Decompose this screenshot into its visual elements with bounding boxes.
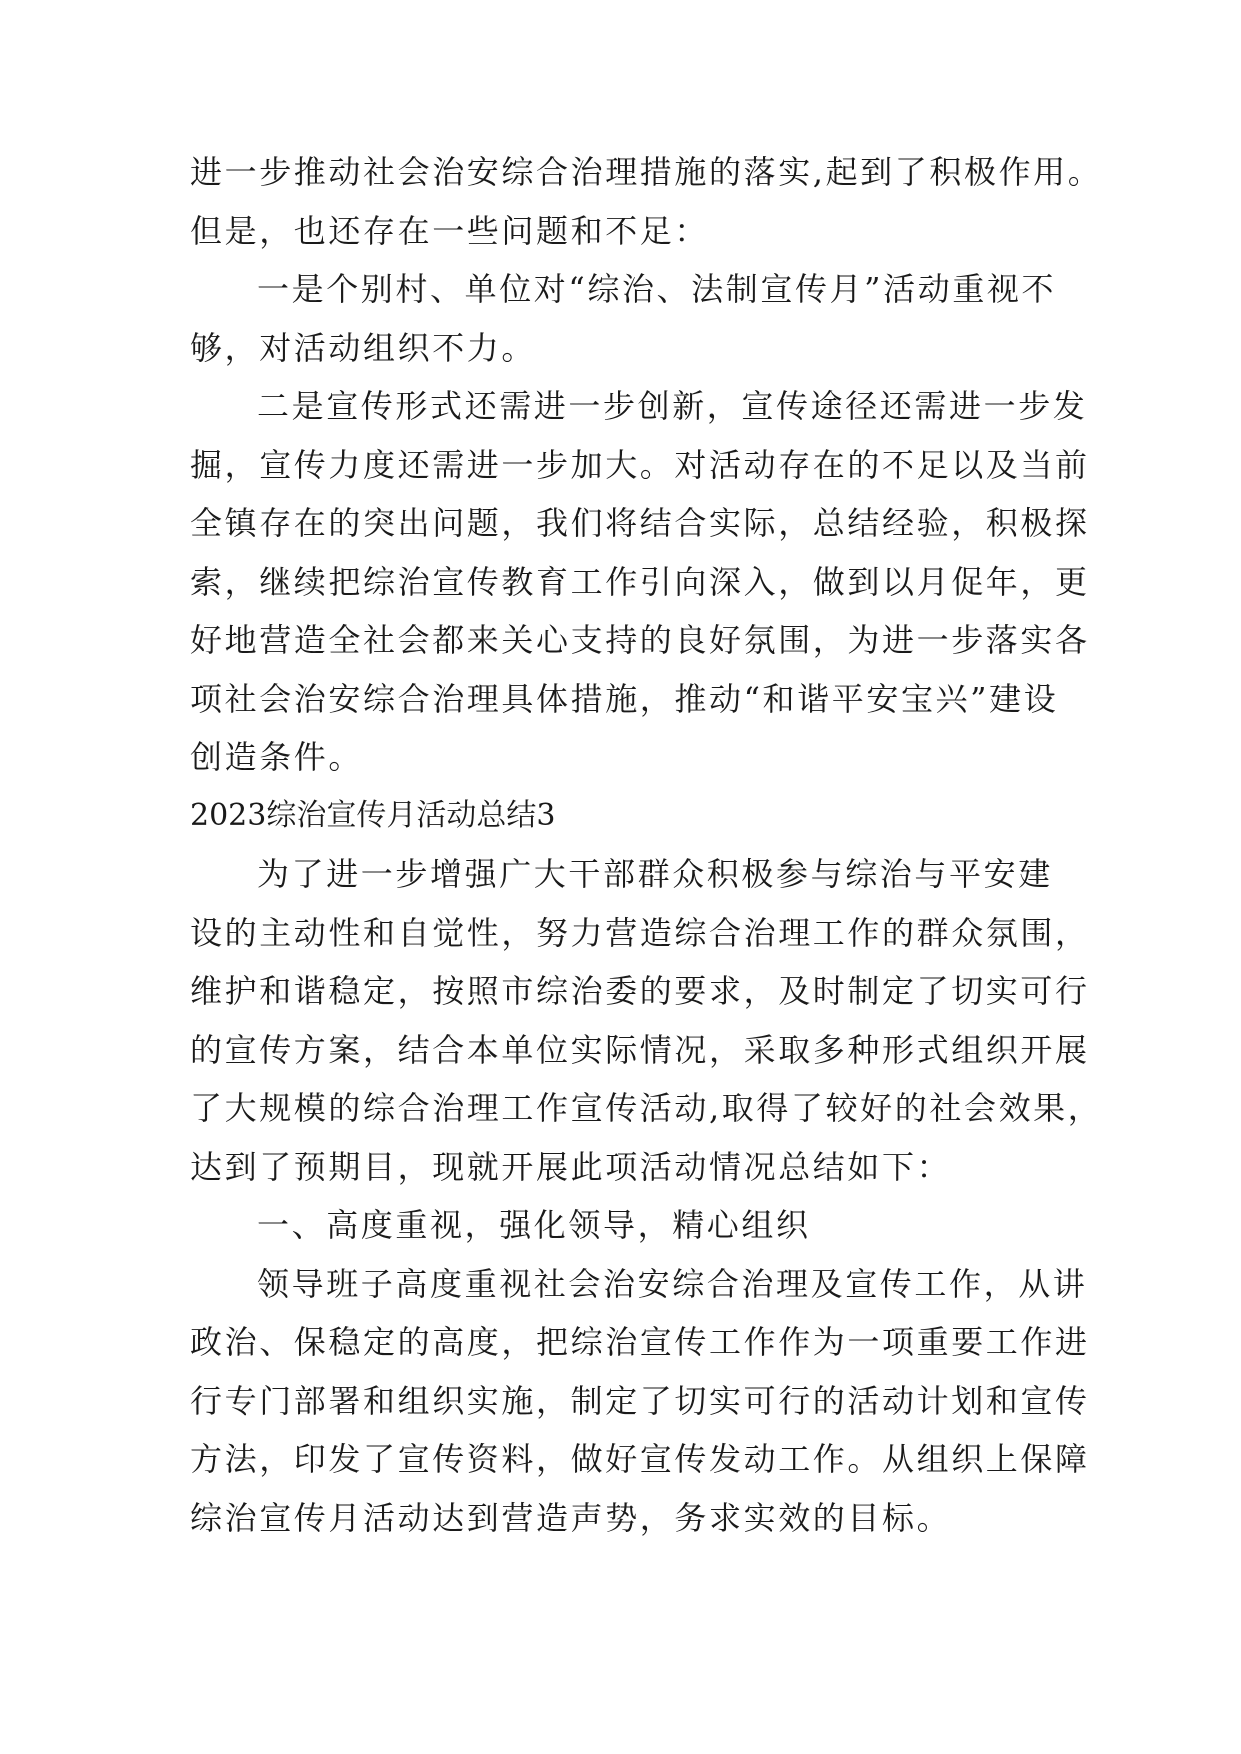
text-line: 二是宣传形式还需进一步创新，宣传途径还需进一步发 — [257, 387, 1088, 425]
text-line: 综治宣传月活动达到营造声势，务求实效的目标。 — [190, 1498, 952, 1537]
text-line: 了大规模的综合治理工作宣传活动,取得了较好的社会效果， — [190, 1089, 1103, 1127]
text-line: 的宣传方案，结合本单位实际情况，采取多种形式组织开展 — [190, 1030, 1090, 1069]
text-line: 方法，印发了宣传资料，做好宣传发动工作。从组织上保障 — [190, 1440, 1090, 1478]
text-line: 领导班子高度重视社会治安综合治理及宣传工作，从讲 — [257, 1264, 1088, 1303]
text-line: 项社会治安综合治理具体措施，推动“和谐平安宝兴”建设 — [190, 679, 1059, 718]
text-line: 创造条件。 — [190, 738, 364, 776]
text-line: 够，对活动组织不力。 — [190, 328, 537, 367]
section-heading: 2023综治宣传月活动总结3 — [190, 797, 556, 833]
text-line: 设的主动性和自觉性，努力营造综合治理工作的群众氛围， — [190, 913, 1090, 952]
text-line: 政治、保稳定的高度，把综治宣传工作作为一项重要工作进 — [190, 1323, 1090, 1361]
text-line: 索，继续把综治宣传教育工作引向深入，做到以月促年，更 — [190, 562, 1090, 601]
document-body — [190, 143, 1103, 1547]
text-line: 维护和谐稳定，按照市综治委的要求，及时制定了切实可行 — [190, 972, 1090, 1010]
text-line: 为了进一步增强广大干部群众积极参与综治与平安建 — [257, 855, 1053, 893]
text-line: 行专门部署和组织实施，制定了切实可行的活动计划和宣传 — [190, 1381, 1090, 1420]
text-line: 掘，宣传力度还需进一步加大。对活动存在的不足以及当前 — [190, 445, 1090, 484]
text-line: 进一步推动社会治安综合治理措施的落实,起到了积极作用。 — [190, 153, 1103, 191]
text-line: 一是个别村、单位对“综治、法制宣传月”活动重视不 — [257, 270, 1057, 308]
text-line: 全镇存在的突出问题，我们将结合实际，总结经验，积极探 — [190, 504, 1090, 542]
text-line: 一、高度重视，强化领导，精心组织 — [257, 1206, 811, 1244]
text-line: 达到了预期目，现就开展此项活动情况总结如下： — [190, 1147, 952, 1186]
text-line: 好地营造全社会都来关心支持的良好氛围，为进一步落实各 — [190, 621, 1090, 659]
text-line: 但是，也还存在一些问题和不足： — [190, 211, 710, 250]
